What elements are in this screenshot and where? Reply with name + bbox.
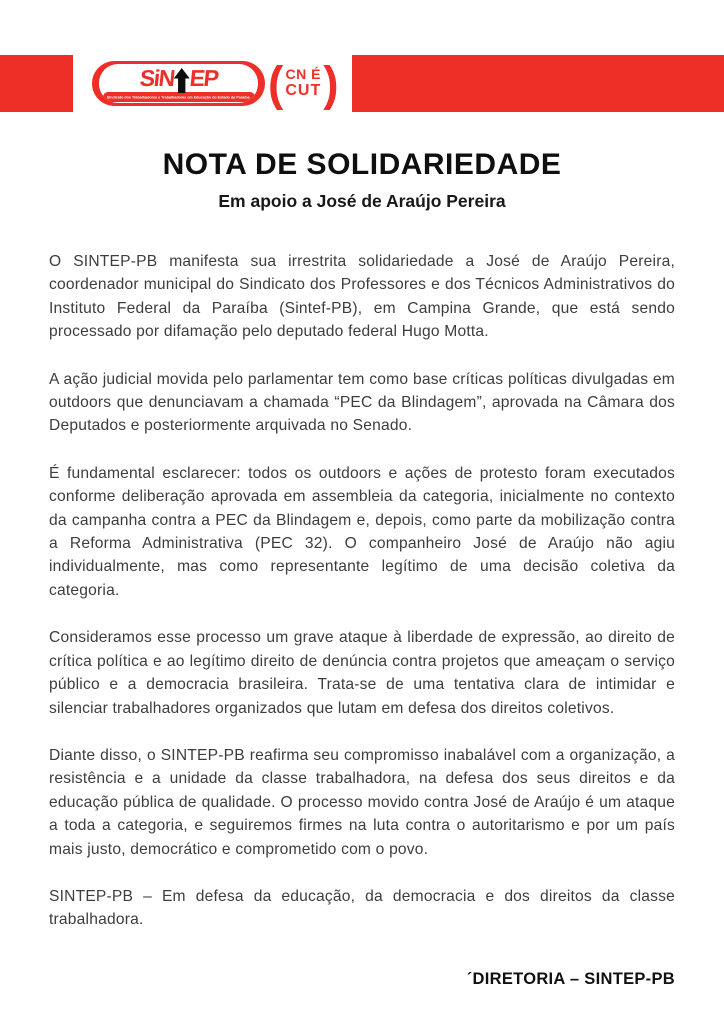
paragraph: O SINTEP-PB manifesta sua irrestrita solidariedade a José de Araújo Pereira, coordenador municipal do Sindicato dos Professores e dos Técnicos Administrativos do Instituto Federal da Paraíba (Sintef-PB), em Campina Grande, que está sendo processado por difamação pelo deputado federal Hugo Motta. [49, 253, 675, 341]
document-body [49, 250, 675, 991]
paragraph: SINTEP-PB – Em defesa da educação, da democracia e dos direitos da classe trabalhadora. [49, 887, 675, 929]
paragraph: É fundamental esclarecer: todos os outdoors e ações de protesto foram executados conforme deliberação aprovada em assembleia da categoria, inicialmente no contexto da campanha contra a PEC da Blindagem e, depois, como parte da mobilização contra a Reforma Administrativa (PEC 32). O companheiro José de Araújo não agiu individualmente, mas como representante legítimo de uma decisão coletiva da categoria. [49, 464, 675, 599]
affiliation-line2: CUT [285, 82, 322, 100]
signature: ´DIRETORIA – SINTEP-PB [466, 969, 675, 988]
sintep-logo-pill [92, 61, 265, 106]
affiliation-line1: CN É [285, 66, 321, 82]
paren-open-glyph: ( [268, 55, 284, 111]
header-band-right-segment [352, 55, 724, 112]
sintep-logo-pill-inner [99, 64, 258, 103]
page-title: NOTA DE SOLIDARIEDADE [162, 148, 562, 181]
paragraph: Diante disso, o SINTEP-PB reafirma seu compromisso inabalável com a organização, a resistência e a unidade da classe trabalhadora, na defesa dos seus direitos e da educação pública de qualidade. O processo movido contra José de Araújo é um ataque a toda a categoria, e seguiremos firmes na luta contra o autoritarismo e por um país mais justo, democrático e comprometido com o povo. [49, 746, 675, 858]
page-subtitle: Em apoio a José de Araújo Pereira [218, 191, 506, 211]
paragraph: A ação judicial movida pelo parlamentar tem como base críticas políticas divulgadas em outdoors que denunciavam a chamada “PEC da Blindagem”, aprovada na Câmara dos Deputados e posteriormente arquivada no Senado. [49, 370, 675, 435]
paren-close-glyph: ) [323, 55, 339, 111]
cut-affiliation-badge [268, 55, 339, 111]
header-logo-area [73, 55, 352, 112]
logo-tagline: Sindicato dos Trabalhadores e Trabalhadoras em Educação do Estado da Paraíba [107, 94, 250, 100]
sintep-wordmark [138, 65, 218, 91]
wordmark-suffix: EP [188, 64, 219, 91]
header-band-left-segment [0, 55, 73, 112]
sintep-logo [92, 55, 339, 111]
paragraph: Consideramos esse processo um grave ataque à liberdade de expressão, ao direito de crítica política e ao legítimo direito de denúncia contra projetos que ameaçam o serviço público e a democracia brasileira. Trata-se de uma tentativa clara de intimidar e silenciar trabalhadores organizados que lutam em defesa dos direitos coletivos. [49, 629, 675, 717]
affiliation-stack [285, 67, 321, 100]
up-arrow-icon [173, 68, 189, 93]
wordmark-prefix: SiN [138, 64, 175, 91]
header-band [0, 55, 724, 112]
logo-tagline-strip [103, 92, 255, 102]
title-block [0, 148, 724, 212]
